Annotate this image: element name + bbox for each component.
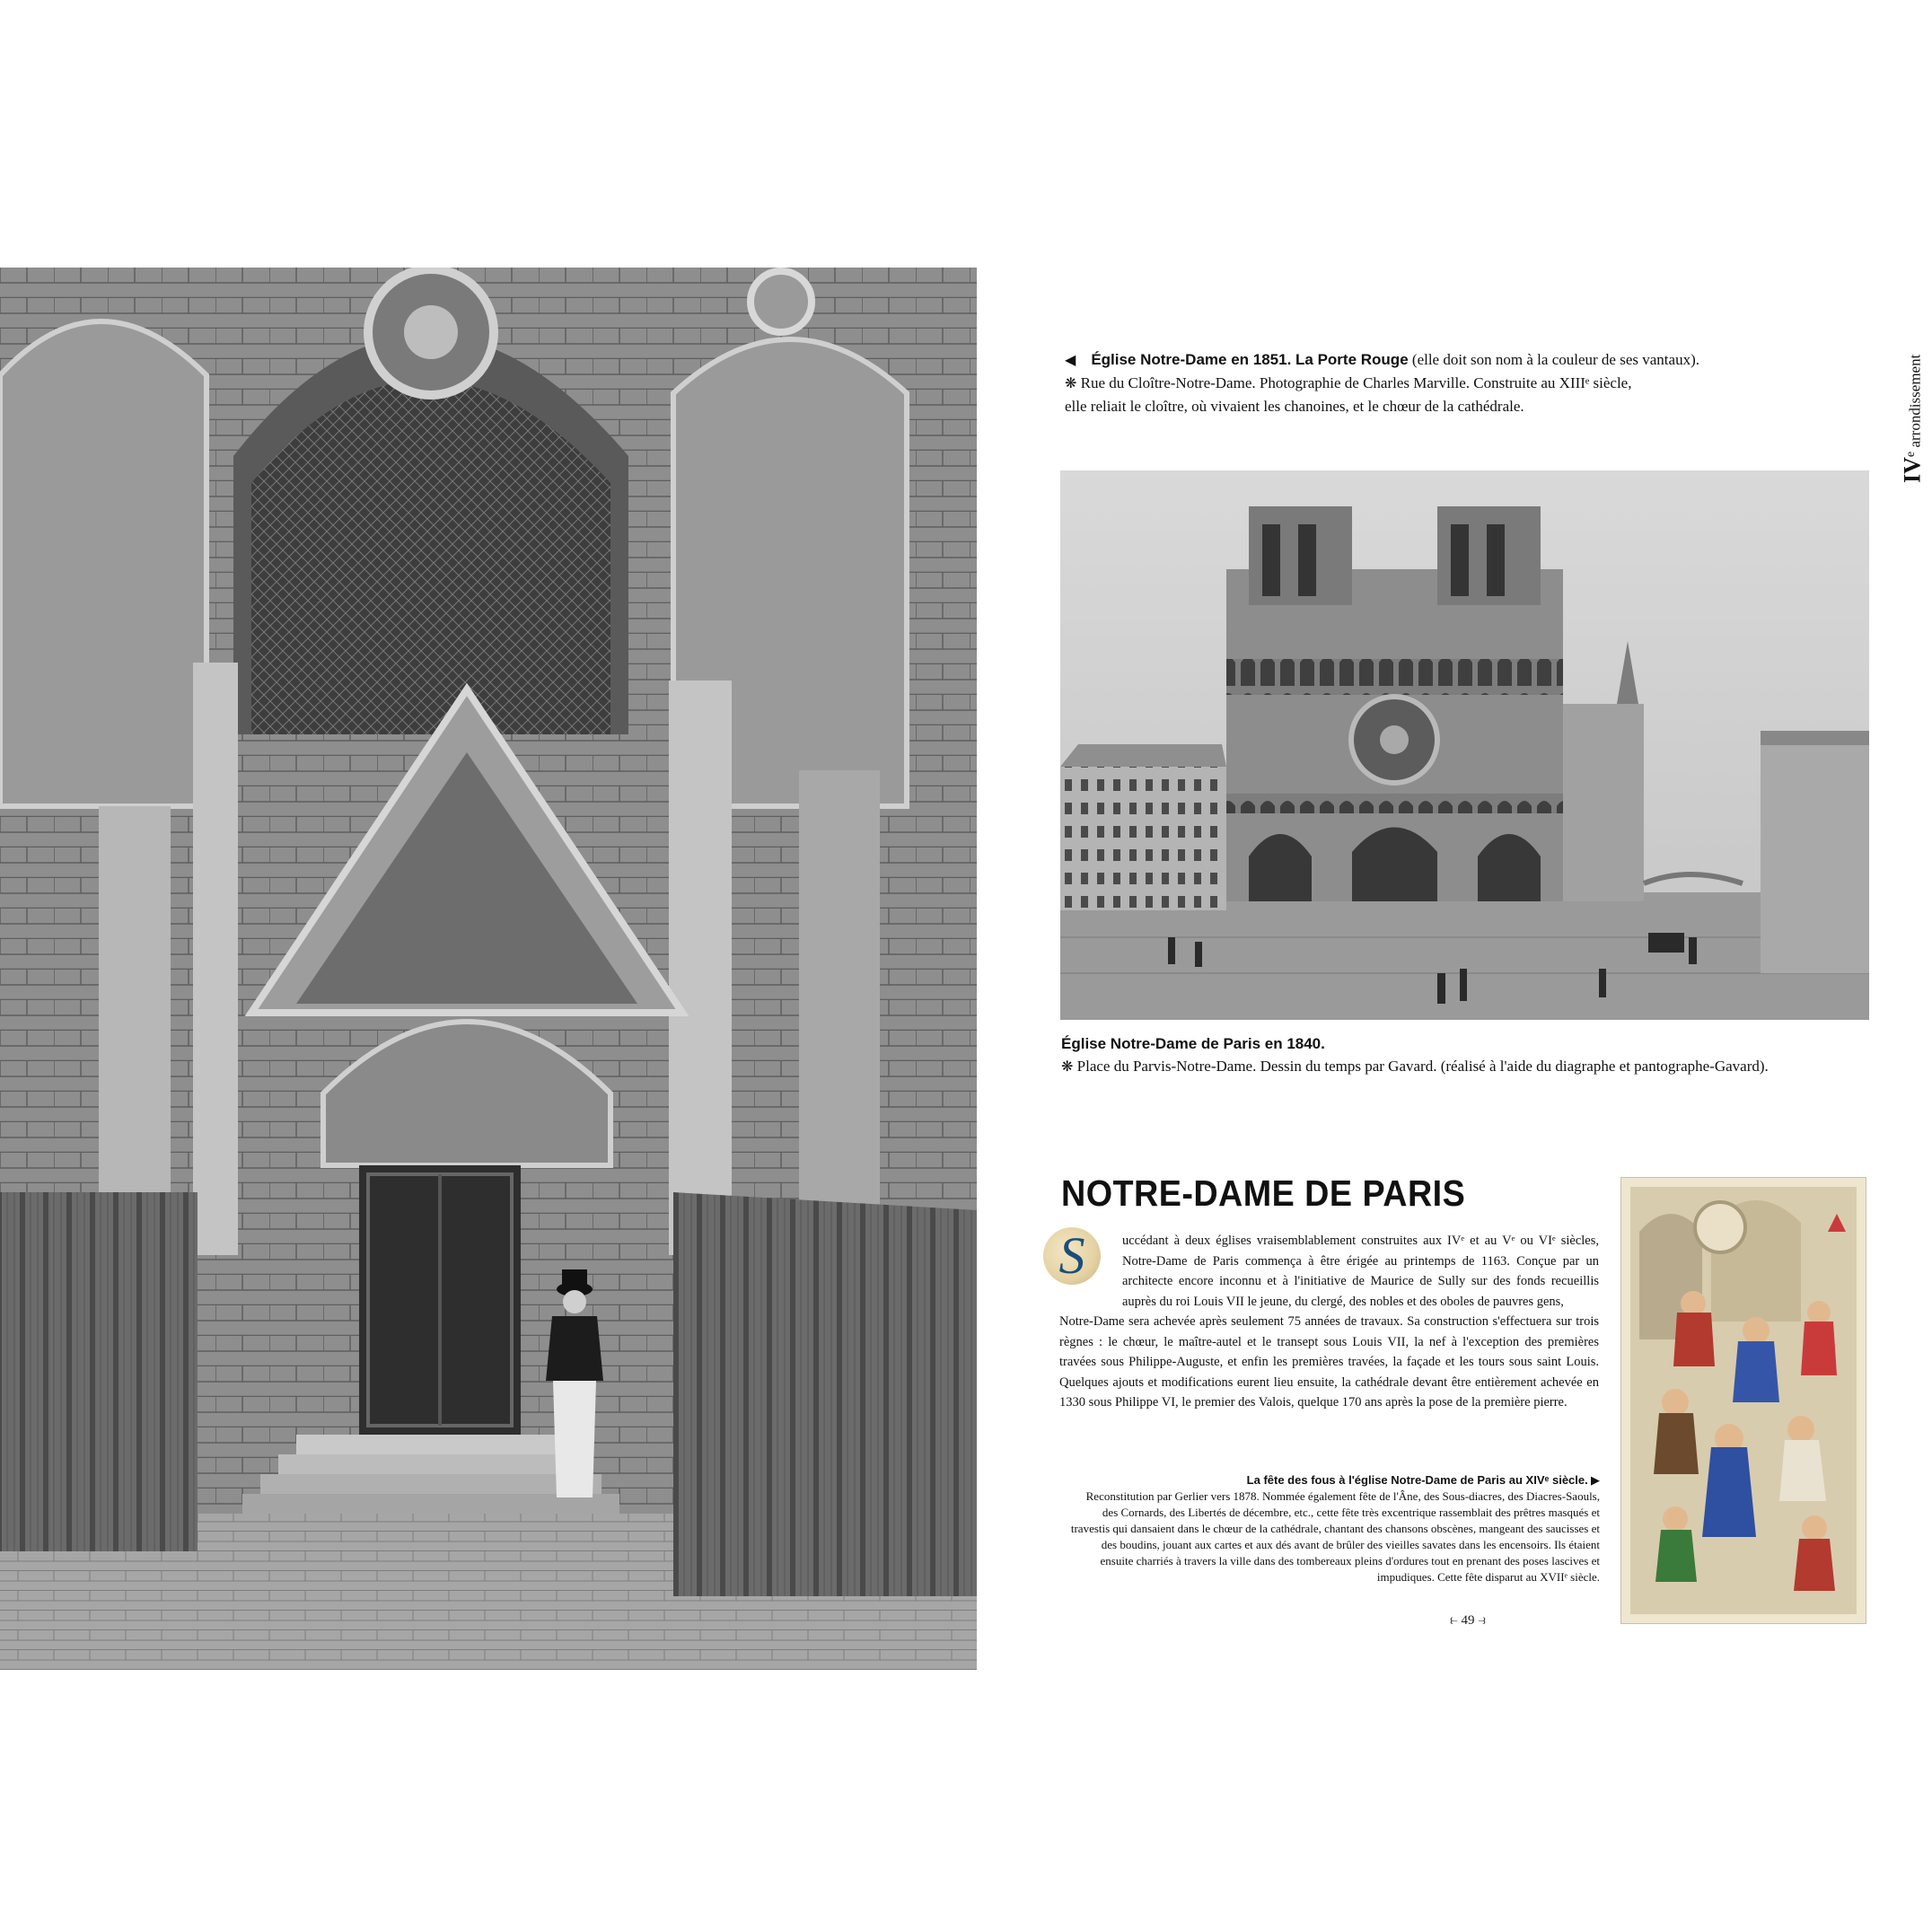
caption-2-line-2 [1061,1055,1869,1078]
porte-rouge-photo-drawing [0,268,977,1670]
arrondissement-numeral: IV [1899,457,1926,483]
page-number: 49 [1461,1613,1475,1628]
caption-notre-dame-1840 [1061,1032,1869,1078]
running-head-text [1901,355,1925,483]
article-first-fragment: uccédant à deux églises vraisemblablement construites aux IVᵉ et au Vᵉ ou VIᵉ siècles, Notre-Dame de Paris commença à être érigée au printemps de 1163. Conçue par un architecte encore inconnu et à l'initiative de Maurice de Sully sur des fonds recueillis auprès du roi Louis VII le jeune, du clergé, des nobles et des oboles de pauvres gens, [1122,1234,1599,1309]
porte-rouge-photo [0,268,977,1670]
article-body [1059,1231,1599,1413]
dropcap-letter: S [1043,1227,1101,1285]
caption-1-title: Église Notre-Dame en 1851. La Porte Rouge [1091,351,1409,368]
caption-porte-rouge [1065,348,1765,417]
ornament-right-icon: ⥽ [1478,1613,1486,1628]
article-title: NOTRE-DAME DE PARIS [1061,1172,1466,1214]
caption-3-title-line [1068,1472,1600,1489]
caption-2-title [1061,1032,1869,1055]
article-body-text: Notre-Dame sera achevée après seulement 75 années de travaux. Sa construction s'effectuera sur trois règnes : le chœur, le maître-autel et le transept sous Louis VII, la nef à l'exception des premières travées sous Philippe-Auguste, et enfin les premières travées, la façade et les tours sous saint Louis. Quelques ajouts et modifications eurent lieu ensuite, la cathédrale devant être entièrement achevée en 1330 sous Philippe VI, le premier des Valois, quelque 170 ans après la pose de la première pierre. [1059,1314,1599,1409]
caption-fete-des-fous [1068,1472,1600,1585]
caption-2-line-2-text: Place du Parvis-Notre-Dame. Dessin du temps par Gavard. (réalisé à l'aide du diagraphe et pantographe-Gavard). [1073,1058,1769,1075]
running-head-arrondissement [1901,348,1932,483]
arrondissement-sup: e [1903,451,1918,458]
fete-des-fous-illustration [1620,1177,1866,1624]
arrondissement-word: arrondissement [1906,354,1924,448]
ornament-left-icon: ⥼ [1450,1613,1458,1628]
caption-1-title-rest: (elle doit son nom à la couleur de ses vantaux). [1408,351,1699,368]
caption-1-line-2-text: Rue du Cloître-Notre-Dame. Photographie de Charles Marville. Construite au XIIIᵉ siècle, [1076,374,1632,391]
left-arrow-icon: ◀ [1065,353,1076,368]
fete-des-fous-drawing [1621,1178,1866,1623]
caption-3-title: La fête des fous à l'église Notre-Dame de Paris au XIVᵉ siècle. [1246,1473,1588,1487]
caption-1-line-1 [1065,348,1765,372]
flower-bullet-icon: ❋ [1061,1059,1074,1075]
notre-dame-1840-engraving [1060,470,1869,1020]
caption-1-line-3: elle reliait le cloître, où vivaient les chanoines, et le chœur de la cathédrale. [1065,398,1524,415]
page-number-footer [1432,1612,1504,1629]
flower-bullet-icon: ❋ [1065,376,1077,391]
right-arrow-icon: ▶ [1591,1473,1600,1487]
caption-1-line-2 [1065,372,1765,395]
caption-2-title-text: Église Notre-Dame de Paris en 1840. [1061,1035,1325,1052]
notre-dame-engraving-drawing [1060,470,1869,1020]
caption-3-text: Reconstitution par Gerlier vers 1878. Nommée également fête de l'Âne, des Sous-diacres, des Diacres-Saouls, des Cornards, des Libertés de décembre, etc., cette fête très excentrique rassemblait des prêtres masqués et travestis qui dansaient dans le chœur de la cathédrale, chantant des chansons obscènes, mangeant des saucisses et des boudins, jouant aux cartes et aux dés avant de brûler des vieilles savates dans les encensoirs. Ils étaient ensuite charriés à travers la ville dans des tombereaux pleins d'ordures tout en prenant des poses lascives et impudiques. Cette fête disparut au XVIIᵉ siècle. [1070,1489,1600,1584]
